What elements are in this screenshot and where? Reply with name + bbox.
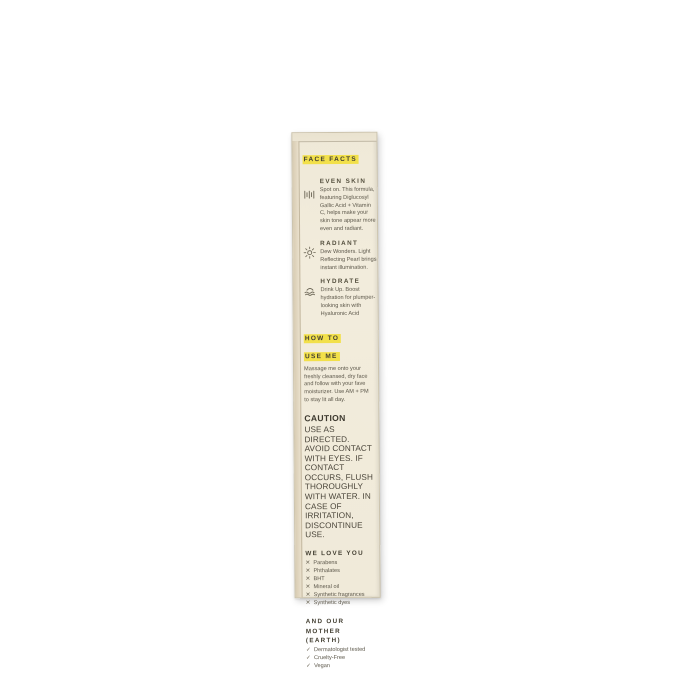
x-mark-icon: ✕ bbox=[305, 560, 311, 567]
list-item-label: Mineral oil bbox=[313, 584, 340, 591]
box-front-panel bbox=[298, 141, 379, 670]
face-facts-heading-row bbox=[302, 148, 372, 166]
fact-section-hydrate bbox=[320, 278, 376, 319]
we-love-you-heading: WE LOVE YOU bbox=[305, 549, 364, 558]
list-item-label: BHT bbox=[313, 576, 325, 583]
check-icon: ✓ bbox=[306, 655, 311, 662]
fact-title: HYDRATE bbox=[320, 278, 361, 286]
water-wave-icon bbox=[303, 285, 316, 298]
sun-icon bbox=[303, 246, 316, 259]
caution-body: USE AS DIRECTED. AVOID CONTACT WITH EYES. IF CONTACT OCCURS, FLUSH THOROUGHLY WITH WATER. IN CASE OF IRRITATION, DISCONTINUE USE. bbox=[304, 424, 373, 540]
how-to-body: Massage me onto your freshly cleansed, dry face and follow with your fave moisturizer. Use AM + PM to stay lit all day. bbox=[304, 365, 369, 404]
caution-section bbox=[304, 413, 375, 541]
list-item-label: Parabens bbox=[313, 560, 338, 567]
list-item bbox=[306, 600, 376, 608]
x-mark-icon: ✕ bbox=[305, 568, 311, 575]
fact-title: EVEN SKIN bbox=[319, 177, 367, 186]
fact-title: RADIANT bbox=[320, 239, 359, 248]
check-icon: ✓ bbox=[306, 663, 311, 670]
product-box bbox=[291, 132, 380, 670]
x-mark-icon: ✕ bbox=[305, 584, 311, 591]
list-item-label: Synthetic dyes bbox=[313, 600, 351, 607]
x-mark-icon: ✕ bbox=[305, 592, 311, 599]
fact-body: Spot on. This formula, featuring Diglucosyl Gallic Acid + Vitamin C, helps make your skin tone appear more even and radiant. bbox=[319, 186, 376, 233]
list-item-label: Dermatologist tested bbox=[313, 647, 366, 654]
mother-earth-heading: AND OUR MOTHER (EARTH) bbox=[305, 618, 345, 645]
how-to-heading-line1: HOW TO bbox=[304, 334, 341, 343]
fact-body: Drink Up. Boost hydration for plumper-looking skin with Hyaluronic Acid bbox=[320, 287, 376, 318]
list-item-label: Cruelty-Free bbox=[314, 655, 346, 662]
list-item-label: Vegan bbox=[314, 663, 330, 670]
how-to-use-section bbox=[304, 327, 375, 406]
we-love-you-section bbox=[305, 549, 375, 609]
fact-body: Dew Wonders. Light Reflecting Pearl brings instant illumination. bbox=[320, 248, 377, 271]
fact-section-radiant bbox=[320, 239, 377, 273]
list-item bbox=[306, 663, 376, 671]
x-mark-icon: ✕ bbox=[305, 600, 311, 607]
even-skin-lines-icon bbox=[303, 188, 316, 201]
check-icon: ✓ bbox=[305, 647, 311, 654]
face-facts-heading: FACE FACTS bbox=[303, 155, 360, 165]
list-item-label: Phthalates bbox=[313, 568, 340, 575]
caution-heading: CAUTION bbox=[304, 412, 346, 424]
fact-section-even-skin bbox=[319, 177, 376, 234]
mother-earth-section bbox=[306, 617, 376, 672]
how-to-heading-line2: USE ME bbox=[304, 352, 340, 361]
list-item-label: Synthetic fragrances bbox=[313, 592, 365, 599]
x-mark-icon: ✕ bbox=[305, 576, 311, 583]
